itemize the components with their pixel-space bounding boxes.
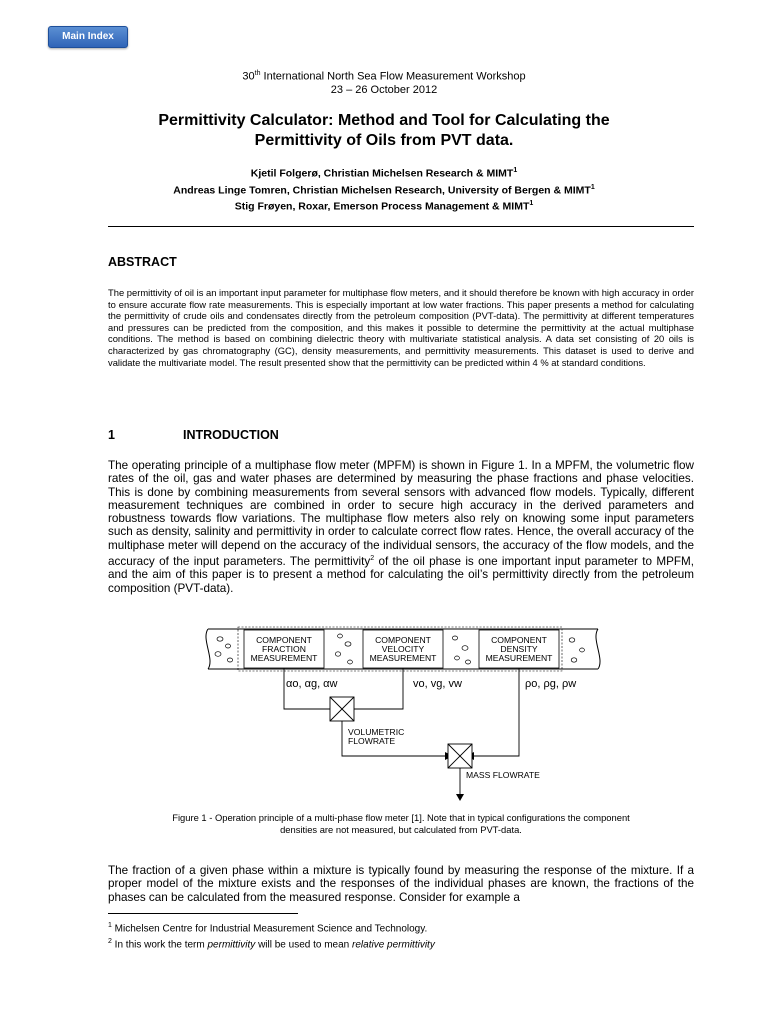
footnote-ref-2[interactable]: 2 (370, 555, 375, 563)
main-index-button[interactable]: Main Index (48, 26, 128, 48)
author-2-affil: 1 (590, 183, 595, 191)
footnote-2 (108, 936, 435, 952)
abstract-heading: ABSTRACT (108, 255, 177, 269)
density-box-line-3: MEASUREMENT (485, 653, 553, 663)
footnote-1-text: Michelsen Centre for Industrial Measurement Science and Technology. (111, 923, 428, 935)
footnote-2-term: permittivity (207, 939, 256, 951)
author-2-text: Andreas Linge Tomren, Christian Michelsen Research, University of Bergen & MIMT (173, 184, 591, 196)
intro-text-b: of the oil phase is one important input parameter to MPFM, and the aim of this paper is to present a method for calculating the oil’s permittivity directly from the petroleum composition (PVT-data). (108, 554, 694, 595)
author-1-text: Kjetil Folgerø, Christian Michelsen Research & MIMT (250, 167, 514, 180)
abstract-text: The permittivity of oil is an important input parameter for multiphase flow meters, and it should therefore be known with high accuracy in order to ensure accurate flow rate measurements. This is especially important at low water fractions. This paper presents a method for calculating the permittivity of crude oils and condensates directly from the petroleum composition (PVT-data). The permittivity at different temperatures and pressures can be predicted from the composition, and this makes it possible to determine the permittivity at the actual multiphase conditions. The method is based on combining dielectric theory with multivariate statistical analysis. A data set consisting of 20 oils is characterized by gas chromatography (GC), density measurements, and permittivity measurements. This dataset is used to derive and validate the multivariate model. The result presented show that the permittivity can be predicted within 4 % at standard conditions. (108, 287, 694, 368)
author-2 (0, 181, 768, 198)
author-3-text: Stig Frøyen, Roxar, Emerson Process Management & MIMT (234, 200, 530, 213)
caption-line-1: Figure 1 - Operation principle of a multi-phase flow meter [1]. Note that in typical configurations the component (172, 812, 630, 823)
mass-multiplier (448, 744, 472, 768)
footnote-2-mid: will be used to mean (255, 939, 353, 951)
author-1 (0, 164, 768, 181)
rho-label: ρo, ρg, ρw (525, 678, 577, 690)
footnote-1-number: 1 (108, 922, 112, 929)
fraction-box-line-3: MEASUREMENT (250, 653, 318, 663)
velocity-box-line-2: VELOCITY (381, 644, 425, 654)
introduction-heading: INTRODUCTION (183, 428, 279, 442)
intro-text-a: The operating principle of a multiphase flow meter (MPFM) is shown in Figure 1. In a MPFM, the volumetric flow rates of the oil, gas and water phases are determined by measuring the phase fractions and phase velocities. This is done by combining measurements from several sensors with advanced flow models. Typically, different measurement techniques are combined in order to secure high accuracy in the derived parameters and robustness towards flow variations. The multiphase flow meters also rely on knowing some input parameters such as density, salinity and permittivity in order to calculate correct flow rates. Hence, the overall accuracy of the multiphase meter will depend on the accuracy of the individual sensors, the accuracy of the flow models, and the accuracy of the input parameters. The permittivity (108, 459, 694, 568)
author-3 (0, 197, 768, 214)
velocity-label: vo, vg, vw (413, 678, 462, 690)
footnote-1 (108, 920, 435, 936)
author-1-affil: 1 (513, 167, 518, 174)
introduction-text (108, 459, 694, 595)
workshop-header (0, 67, 768, 97)
fraction-box-line-2: FRACTION (262, 644, 306, 654)
paper-title (0, 111, 768, 151)
footnotes (108, 920, 435, 952)
caption-line-2: densities are not measured, but calculated from PVT-data. (280, 824, 522, 835)
volumetric-label-1: VOLUMETRIC (348, 727, 405, 737)
figure-caption (108, 812, 694, 836)
header-divider (108, 226, 694, 227)
workshop-dates: 23 – 26 October 2012 (330, 83, 438, 96)
workshop-name: International North Sea Flow Measurement Workshop (260, 70, 526, 83)
footnote-2-pre: In this work the term (111, 939, 208, 951)
body-paragraph: The fraction of a given phase within a mixture is typically found by measuring the response of the mixture. If a proper model of the mixture exists and the responses of the individual phases are known, the fractions of the phases can be calculated from the measured response. Consider for example a (108, 864, 694, 904)
volumetric-multiplier (330, 697, 354, 721)
density-box-line-1: COMPONENT (491, 635, 547, 645)
volumetric-label-2: FLOWRATE (348, 736, 396, 746)
velocity-box-line-1: COMPONENT (375, 635, 431, 645)
footnote-divider (108, 913, 298, 914)
alpha-label: αo, αg, αw (286, 678, 338, 690)
title-line-2: Permittivity of Oils from PVT data. (254, 132, 514, 149)
title-line-1: Permittivity Calculator: Method and Tool for Calculating the (158, 112, 610, 129)
author-3-affil: 1 (529, 200, 534, 207)
fraction-box-line-1: COMPONENT (256, 635, 312, 645)
mpfm-diagram (200, 624, 610, 802)
mass-flowrate-label: MASS FLOWRATE (466, 770, 540, 780)
section-number: 1 (108, 428, 115, 442)
footnote-2-number: 2 (108, 937, 112, 945)
density-box-line-2: DENSITY (500, 644, 538, 654)
workshop-ordinal: th (254, 70, 261, 77)
workshop-number: 30 (242, 70, 255, 83)
velocity-box-line-3: MEASUREMENT (369, 653, 437, 663)
footnote-2-meaning: relative permittivity (352, 939, 435, 951)
author-list (0, 164, 768, 214)
